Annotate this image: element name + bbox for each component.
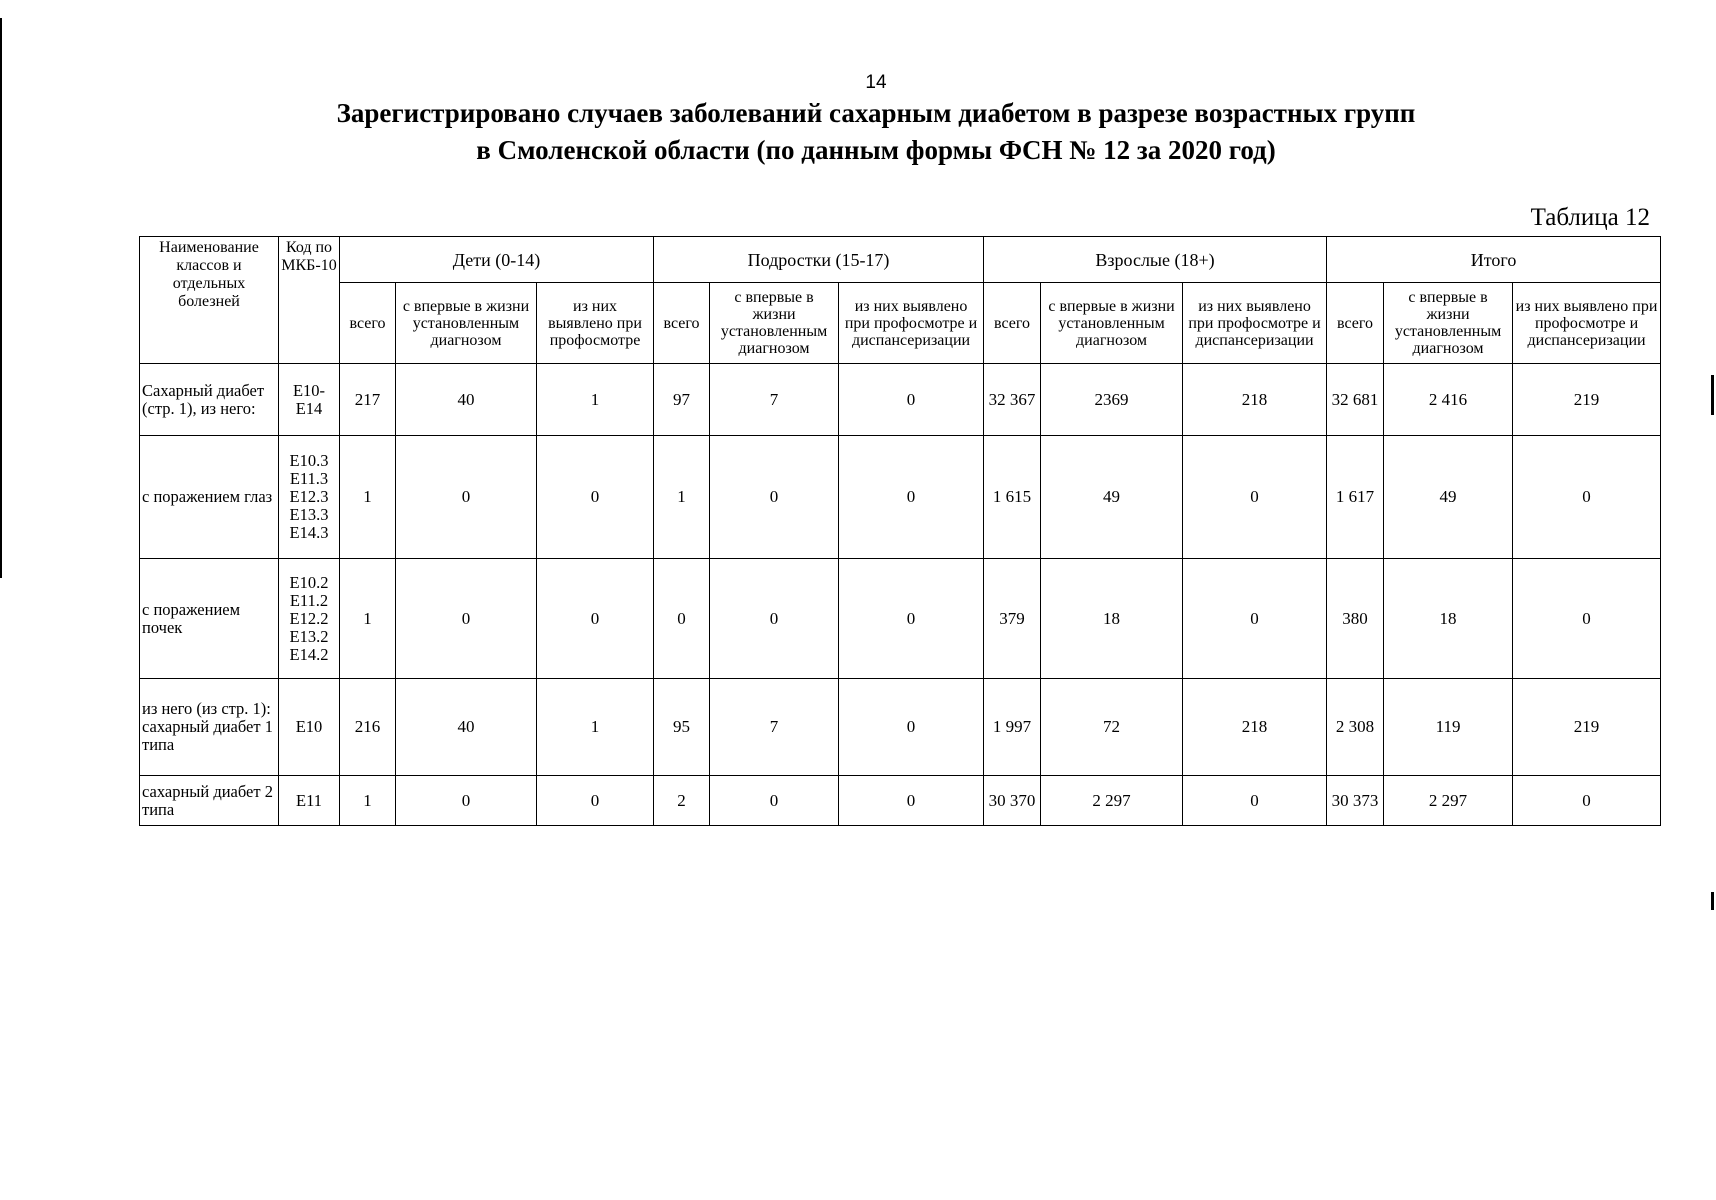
header-children-total: всего (340, 283, 396, 364)
cell: 379 (984, 559, 1041, 679)
cell: 0 (396, 776, 537, 826)
row-code: E10- E14 (279, 364, 340, 436)
row-code: E10 (279, 679, 340, 776)
cell: 219 (1513, 364, 1661, 436)
scan-edge-mark (1711, 375, 1714, 415)
cell: 2 297 (1041, 776, 1183, 826)
cell: 1 615 (984, 436, 1041, 559)
cell: 0 (1183, 776, 1327, 826)
cell: 97 (654, 364, 710, 436)
cell: 0 (537, 436, 654, 559)
page-number: 14 (865, 72, 887, 93)
row-name: из него (из стр. 1): сахарный диабет 1 типа (140, 679, 279, 776)
cell: 1 (340, 559, 396, 679)
scan-edge-mark (1711, 892, 1714, 910)
header-total-total: всего (1327, 283, 1384, 364)
cell: 0 (839, 559, 984, 679)
header-name: Наименование классов и отдельных болезней (140, 237, 279, 364)
cell: 0 (710, 436, 839, 559)
cell: 119 (1384, 679, 1513, 776)
row-code: E11 (279, 776, 340, 826)
cell: 0 (710, 776, 839, 826)
header-teens-found: из них выявлено при профосмотре и диспансеризации (839, 283, 984, 364)
cell: 7 (710, 679, 839, 776)
header-adults-total: всего (984, 283, 1041, 364)
cell: 0 (710, 559, 839, 679)
cell: 2369 (1041, 364, 1183, 436)
cell: 2 416 (1384, 364, 1513, 436)
header-group-teens: Подростки (15-17) (654, 237, 984, 283)
cell: 0 (1183, 559, 1327, 679)
row-name: с поражением почек (140, 559, 279, 679)
cell: 0 (1513, 559, 1661, 679)
cell: 1 617 (1327, 436, 1384, 559)
cell: 0 (1183, 436, 1327, 559)
table-row (140, 559, 1661, 679)
cell: 0 (1513, 776, 1661, 826)
cell: 95 (654, 679, 710, 776)
cell: 0 (396, 559, 537, 679)
cell: 40 (396, 679, 537, 776)
cell: 30 370 (984, 776, 1041, 826)
cell: 1 (340, 776, 396, 826)
scan-edge-mark (0, 18, 2, 578)
row-name: Сахарный диабет (стр. 1), из него: (140, 364, 279, 436)
cell: 0 (654, 559, 710, 679)
header-total-found: из них выявлено при профосмотре и диспансеризации (1513, 283, 1661, 364)
document-title (0, 95, 1716, 169)
cell: 0 (1513, 436, 1661, 559)
cell: 32 367 (984, 364, 1041, 436)
table-row (140, 364, 1661, 436)
header-adults-found: из них выявлено при профосмотре и диспансеризации (1183, 283, 1327, 364)
cell: 1 (654, 436, 710, 559)
row-name: с поражением глаз (140, 436, 279, 559)
header-group-total: Итого (1327, 237, 1661, 283)
header-group-children: Дети (0-14) (340, 237, 654, 283)
header-adults-first-time: с впервые в жизни установленным диагнозом (1041, 283, 1183, 364)
cell: 218 (1183, 364, 1327, 436)
header-group-adults: Взрослые (18+) (984, 237, 1327, 283)
cell: 2 297 (1384, 776, 1513, 826)
cell: 218 (1183, 679, 1327, 776)
title-line-2: в Смоленской области (по данным формы ФСН № 12 за 2020 год) (476, 135, 1276, 165)
header-teens-total: всего (654, 283, 710, 364)
table-caption: Таблица 12 (1530, 204, 1650, 231)
cell: 216 (340, 679, 396, 776)
cell: 217 (340, 364, 396, 436)
cell: 380 (1327, 559, 1384, 679)
title-line-1: Зарегистрировано случаев заболеваний сахарным диабетом в разрезе возрастных групп (336, 98, 1416, 128)
cell: 2 (654, 776, 710, 826)
cell: 1 997 (984, 679, 1041, 776)
cell: 1 (537, 679, 654, 776)
cell: 30 373 (1327, 776, 1384, 826)
cell: 0 (839, 364, 984, 436)
header-total-first-time: с впервые в жизни установленным диагнозом (1384, 283, 1513, 364)
header-teens-first-time: с впервые в жизни установленным диагнозом (710, 283, 839, 364)
table-row (140, 776, 1661, 826)
row-code: E10.2 E11.2 E12.2 E13.2 E14.2 (279, 559, 340, 679)
cell: 49 (1041, 436, 1183, 559)
table-row (140, 679, 1661, 776)
row-code: E10.3 E11.3 E12.3 E13.3 E14.3 (279, 436, 340, 559)
header-code: Код по МКБ-10 (279, 237, 340, 364)
cell: 18 (1384, 559, 1513, 679)
cell: 0 (839, 436, 984, 559)
cell: 32 681 (1327, 364, 1384, 436)
cell: 7 (710, 364, 839, 436)
cell: 1 (537, 364, 654, 436)
cell: 0 (396, 436, 537, 559)
header-children-found: из них выявлено при профосмотре (537, 283, 654, 364)
cell: 40 (396, 364, 537, 436)
cell: 18 (1041, 559, 1183, 679)
table-row (140, 436, 1661, 559)
header-children-first-time: с впервые в жизни установленным диагнозом (396, 283, 537, 364)
row-name: сахарный диабет 2 типа (140, 776, 279, 826)
cell: 49 (1384, 436, 1513, 559)
cell: 219 (1513, 679, 1661, 776)
cell: 2 308 (1327, 679, 1384, 776)
diabetes-cases-table (139, 236, 1661, 826)
cell: 0 (537, 559, 654, 679)
cell: 0 (839, 776, 984, 826)
cell: 0 (537, 776, 654, 826)
cell: 72 (1041, 679, 1183, 776)
cell: 0 (839, 679, 984, 776)
cell: 1 (340, 436, 396, 559)
